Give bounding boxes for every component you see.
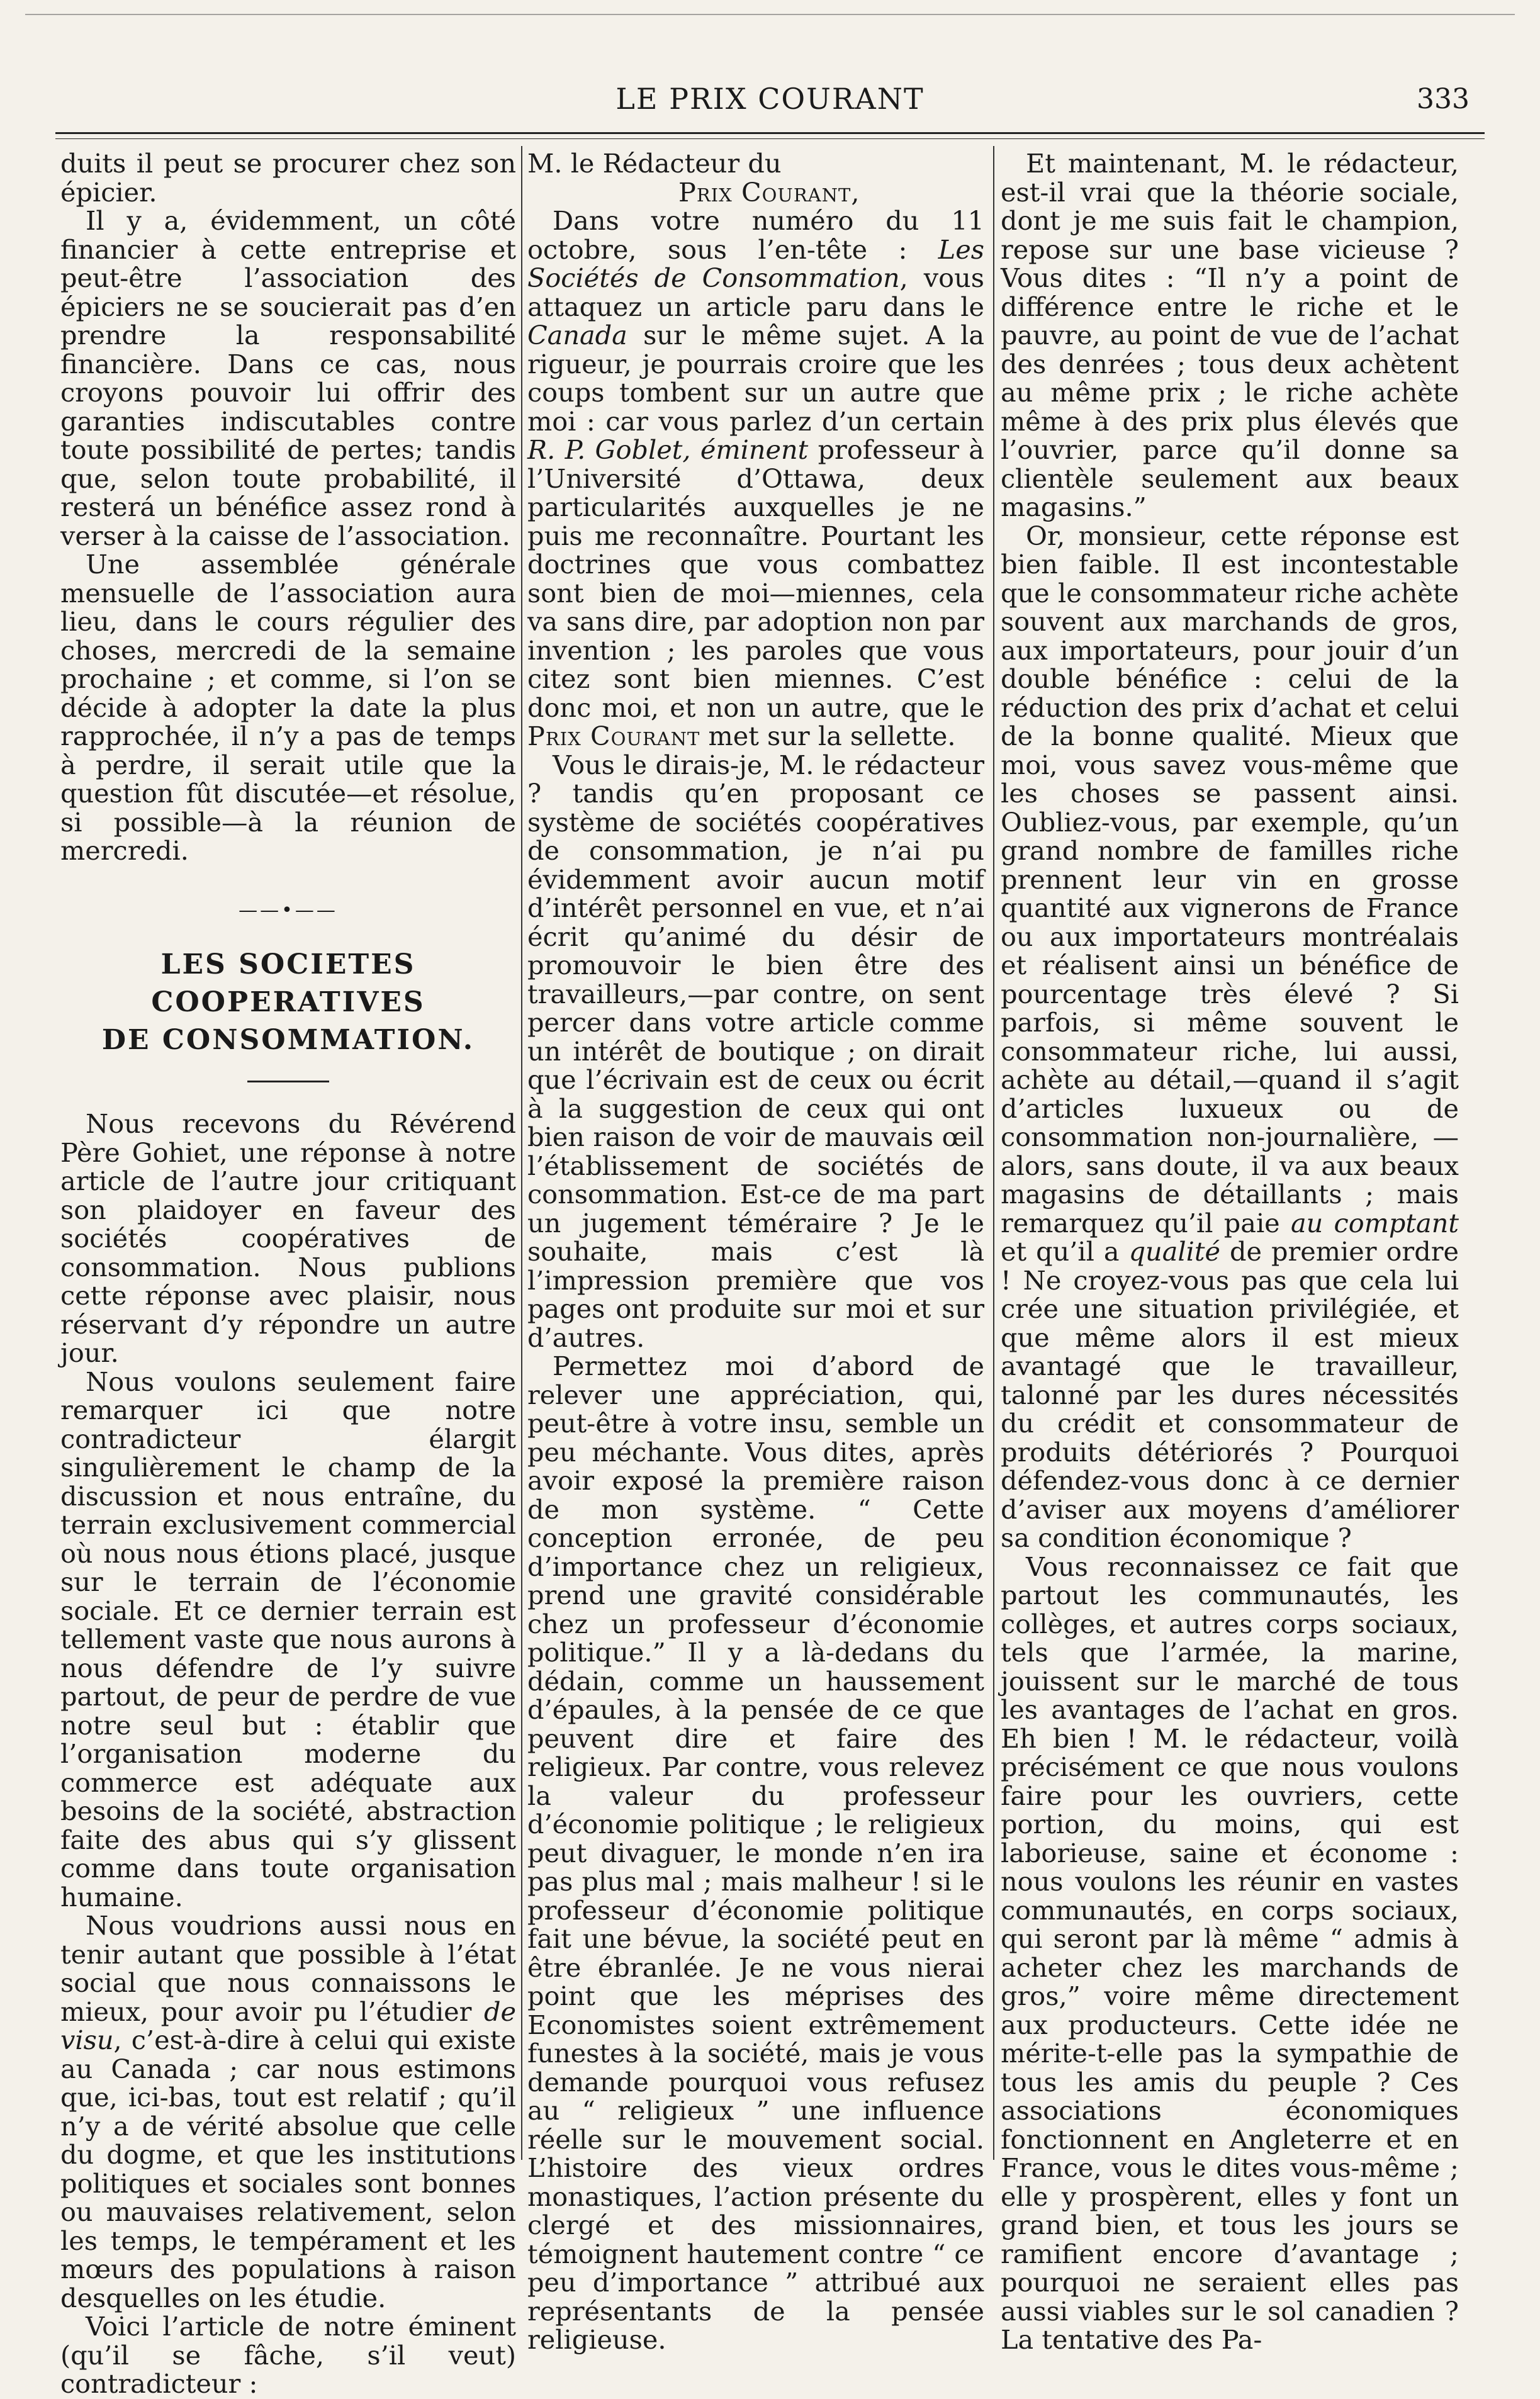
paragraph: Voici l’article de notre éminent (qu’il se fâche, s’il veut) contradicteur : (60, 2312, 516, 2399)
salutation-line-2: Prix Courant, (678, 177, 860, 208)
column-3 (1001, 149, 1459, 2355)
paragraph: Nous recevons du Révérend Père Gohiet, une réponse à notre article de l’autre jour critiquant son plaidoyer en faveur des sociétés coopératives de consommation. Nous publions cette réponse avec plaisir, nous réservant d’y répondre un autre jour. (60, 1109, 516, 1368)
article-title-line-2: DE CONSOMMATION. (101, 1024, 475, 1056)
page-header (0, 82, 1540, 126)
italic-run: au comptant (1290, 1208, 1459, 1239)
column-divider-2 (993, 146, 994, 2160)
column-2 (527, 149, 985, 2355)
paragraph (1001, 522, 1459, 1553)
running-title: LE PRIX COURANT (615, 82, 925, 116)
section-ornament: ——•—— (239, 899, 338, 921)
text-run: Nous voudrions aussi nous en tenir autant que possible à l’état social que nous connaissons le mieux, pour avoir pu l’étudier (60, 1911, 516, 2027)
text-run: professeur à l’Université d’Ottawa, deux particularités auxquelles je ne puis me reconnaître. Pourtant les doctrines que vous combattez sont bien de moi—miennes, cela va sans dire, par adoption non par invention ; les paroles que vous citez sont bien miennes. C’est donc moi, et non un autre, que le (527, 435, 984, 723)
text-run: de premier ordre ! Ne croyez-vous pas que cela lui crée une situation privilégiée, et que même alors il est mieux avantagé que le travailleur, talonné par les dures nécessités du crédit et consommateur de produits détériorés ? Pourquoi défendez-vous donc à ce dernier d’aviser aux moyens d’améliorer sa condition économique ? (1001, 1237, 1459, 1553)
paragraph: Nous voulons seulement faire remarquer ici que notre contradicteur élargit singulièrement le champ de la discussion et nous entraîne, du terrain exclusivement commercial où nous nous étions placé, jusque sur le terrain de l’économie sociale. Et ce dernier terrain est tellement vaste que nous aurons à nous défendre de l’y suivre partout, de peur de perdre de vue notre seul but : établir que l’organisation moderne du commerce est adéquate aux besoins de la société, abstraction faite des abus qui s’y glissent comme dans toute organisation humaine. (60, 1366, 516, 1913)
italic-run: de visu (60, 1996, 516, 2055)
paragraph: Une assemblée générale mensuelle de l’association aura lieu, dans le cours régulier des choses, mercredi de la semaine prochaine ; et comme, si l’on se décide à adopter la date la plus rapprochée, il n’y a pas de temps à perdre, il serait utile que la question fût discutée—et résolue, si possible—à la réunion de mercredi. (60, 549, 516, 866)
text-run: , c’est-à-dire à celui qui existe au Canada ; car nous estimons que, ici-bas, tout est relatif ; qu’il n’y a de vérité absolue que celle du dogme, et que les institutions politiques et sociales sont bonnes ou mauvaises relativement, selon les temps, le tempérament et les mœurs des populations à raison desquelles on les étudie. (60, 2025, 516, 2313)
article-title-line-1: LES SOCIETES COOPERATIVES (151, 948, 425, 1018)
text-run: , vous attaquez un article paru dans le (527, 263, 985, 322)
italic-run: qualité (1128, 1237, 1220, 1267)
page-number: 333 (1417, 83, 1470, 115)
smallcaps-run: Prix Courant (527, 721, 700, 751)
paragraph: Et maintenant, M. le rédacteur, est-il vrai que la théorie sociale, dont je me suis fait le champion, repose sur une base vicieuse ? Vous dites : “Il n’y a point de différence entre le riche et le pauvre, au point de vue de l’achat des denrées ; tous deux achètent au même prix ; le riche achète même à des prix plus élevés que l’ouvrier, parce qu’il donne sa clientèle seulement aux beaux magasins.” (1001, 149, 1459, 522)
header-rule-thick (55, 132, 1485, 134)
column-1 (60, 149, 516, 2399)
header-rule-thin (55, 138, 1485, 139)
text-run: et qu’il a (1001, 1237, 1129, 1267)
italic-run: R. P. Goblet, éminent (527, 435, 809, 465)
text-run: met sur la sellette. (700, 721, 956, 751)
paragraph: Permettez moi d’abord de relever une appréciation, qui, peut-être à votre insu, semble un peu méchante. Vous dites, après avoir exposé la première raison de mon système. “ Cette conception erronée, de peu d’importance chez un religieux, prend une gravité considérable chez un professeur d’économie politique.” Il y a là-dedans du dédain, comme un haussement d’épaules, à la pensée de ce que peuvent dire et faire des religieux. Par contre, vous relevez la valeur du professeur d’économie politique ; le religieux peut divaguer, le monde n’en ira pas plus mal ; mais malheur ! si le professeur d’économie politique fait une bévue, la société peut en être ébranlée. Je ne vous nierai point que les méprises des Economistes soient extrêmement funestes à la société, mais je vous demande pourquoi vous refusez au “ religieux ” une influence réelle sur le mouvement social. L’histoire des vieux ordres monastiques, l’action présente du clergé et des missionnaires, témoignent hautement contre “ ce peu d’importance ” attribué aux représentants de la pensée religieuse. (527, 1351, 984, 2355)
italic-run: Les Sociétés de Consommation (527, 234, 984, 293)
text-run: Dans votre numéro du 11 octobre, sous l’en-tête : (527, 206, 984, 265)
paragraph (60, 1912, 516, 2313)
italic-run: Canada (527, 320, 627, 351)
column-divider-1 (521, 146, 522, 2160)
paragraph (527, 207, 984, 751)
paragraph: Vous reconnaissez ce fait que partout les communautés, les collèges, et autres corps sociaux, tels que l’armée, la marine, jouissent sur le marché de tous les avantages de l’achat en gros. Eh bien ! M. le rédacteur, voilà précisément ce que nous voulons faire pour les ouvriers, cette portion, du moins, qui est laborieuse, saine et économe : nous voulons les réunir en vastes communautés, en corps sociaux, qui seront par là même “ admis à acheter chez les marchands de gros,” voire même directement aux producteurs. Cette idée ne mérite-t-elle pas la sympathie de tous les amis du peuple ? Ces associations économiques fonctionnent en Angleterre et en France, vous le dites vous-même ; elle y prospèrent, elles y font un grand bien, et tous les jours se ramifient encore d’avantage ; pourquoi ne seraient elles pas aussi viables sur le sol canadien ? La tentative des Pa- (1001, 1551, 1459, 2355)
title-rule (247, 1081, 329, 1082)
paragraph: duits il peut se procurer chez son épicier. (60, 149, 516, 208)
top-border-rule (25, 14, 1515, 15)
paragraph: Il y a, évidemment, un côté financier à cette entreprise et peut-être l’association des épiciers ne se soucierait pas d’en prendre la responsabilité financière. Dans ce cas, nous croyons pouvoir lui offrir des garanties indiscutables contre toute possibilité de pertes; tandis que, selon toute probabilité, il resterá un bénéfice assez rond à verser à la caisse de l’association. (60, 206, 516, 551)
text-run: sur le même sujet. A la rigueur, je pourrais croire que les coups tombent sur un autre que moi : car vous parlez d’un certain (527, 320, 984, 437)
salutation-line-1: M. le Rédacteur du (527, 149, 782, 179)
paragraph: Vous le dirais-je, M. le rédacteur ? tandis qu’en proposant ce système de sociétés coopératives de consommation, je n’ai pu évidemment avoir aucun motif d’intérêt personnel en vue, et n’ai écrit qu’animé du désir de promouvoir le bien être des travailleurs,—par contre, on sent percer dans votre article comme un intérêt de boutique ; on dirait que l’écrivain est de ceux ou écrit à la suggestion de ceux qui ont bien raison de voir de mauvais œil l’établissement de sociétés de consommation. Est-ce de ma part un jugement téméraire ? Je le souhaite, mais c’est là l’impression première que vos pages ont produite sur moi et sur d’autres. (527, 750, 984, 1353)
text-run: Or, monsieur, cette réponse est bien faible. Il est incontestable que le consommateur riche achète souvent aux marchands de gros, aux importateurs, pour jouir d’un double bénéfice : celui de la réduction des prix d’achat et celui de la bonne qualité. Mieux que moi, vous savez vous-même que les choses se passent ainsi. Oubliez-vous, par exemple, qu’un grand nombre de familles riche prennent leur vin en grosse quantité aux vignerons de France ou aux importateurs montréalais et réalisent ainsi un bénéfice de pourcentage très élevé ? Si parfois, si même souvent le consommateur riche, lui aussi, achète au détail,—quand il s’agit d’articles luxueux ou de consommation non-journalière, — alors, sans doute, il va aux beaux magasins de détaillants ; mais remarquez qu’il paie (1001, 520, 1459, 1239)
salutation-block (527, 150, 984, 207)
